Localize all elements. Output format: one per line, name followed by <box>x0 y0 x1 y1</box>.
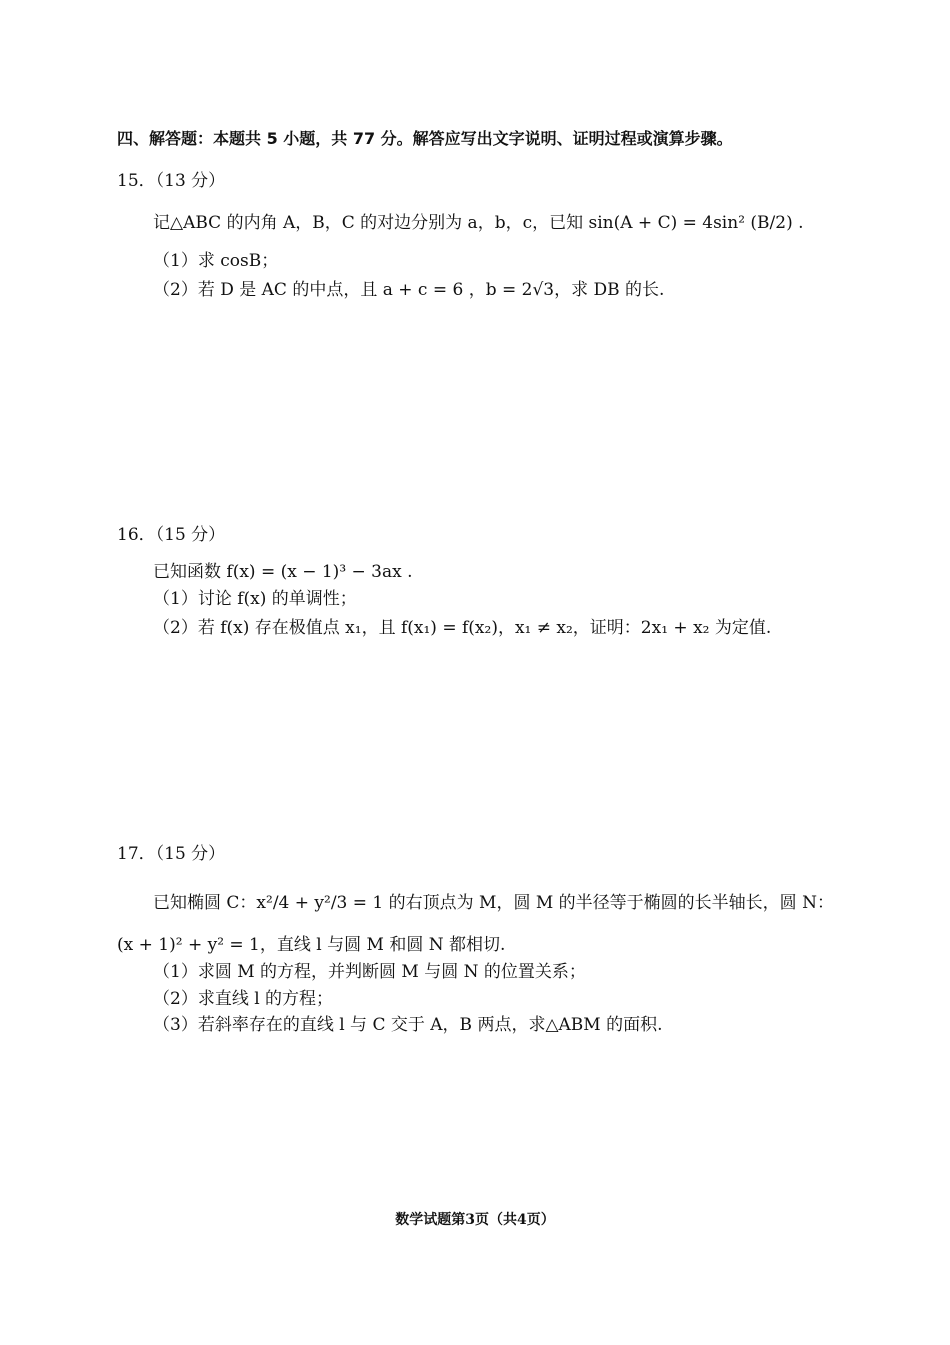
question-17-stem: 已知椭圆 C：x²/4 + y²/3 = 1 的右顶点为 M，圆 M 的半径等于椭圆的长半轴长，圆 N： <box>153 893 834 913</box>
question-17-part-2: （2）求直线 l 的方程； <box>153 989 334 1009</box>
question-16-header: 16．（15 分） <box>117 525 226 545</box>
section-heading: 四、解答题：本题共 5 小题，共 77 分。解答应写出文字说明、证明过程或演算步骤。 <box>117 129 733 148</box>
question-17-part-1: （1）求圆 M 的方程，并判断圆 M 与圆 N 的位置关系； <box>153 962 586 982</box>
question-16-stem: 已知函数 f(x) = (x − 1)³ − 3ax . <box>153 562 413 582</box>
question-15-stem: 记△ABC 的内角 A，B，C 的对边分别为 a，b，c，已知 sin(A + C) = 4sin² (B/2) . <box>153 213 804 233</box>
question-15-header: 15．（13 分） <box>117 171 226 191</box>
question-17-part-3: （3）若斜率存在的直线 l 与 C 交于 A，B 两点，求△ABM 的面积. <box>153 1015 663 1035</box>
question-16-part-2: （2）若 f(x) 存在极值点 x₁，且 f(x₁) = f(x₂)，x₁ ≠ x₂，证明：2x₁ + x₂ 为定值. <box>153 618 772 638</box>
question-16-part-1: （1）讨论 f(x) 的单调性； <box>153 589 357 609</box>
question-17-header: 17．（15 分） <box>117 844 226 864</box>
question-15-part-2: （2）若 D 是 AC 的中点，且 a + c = 6 ，b = 2√3，求 DB 的长. <box>153 280 665 300</box>
question-17-stem-continued: (x + 1)² + y² = 1，直线 l 与圆 M 和圆 N 都相切. <box>117 935 506 955</box>
question-15-part-1: （1）求 cosB； <box>153 251 279 271</box>
page-footer: 数学试题第3页（共4页） <box>395 1212 555 1228</box>
